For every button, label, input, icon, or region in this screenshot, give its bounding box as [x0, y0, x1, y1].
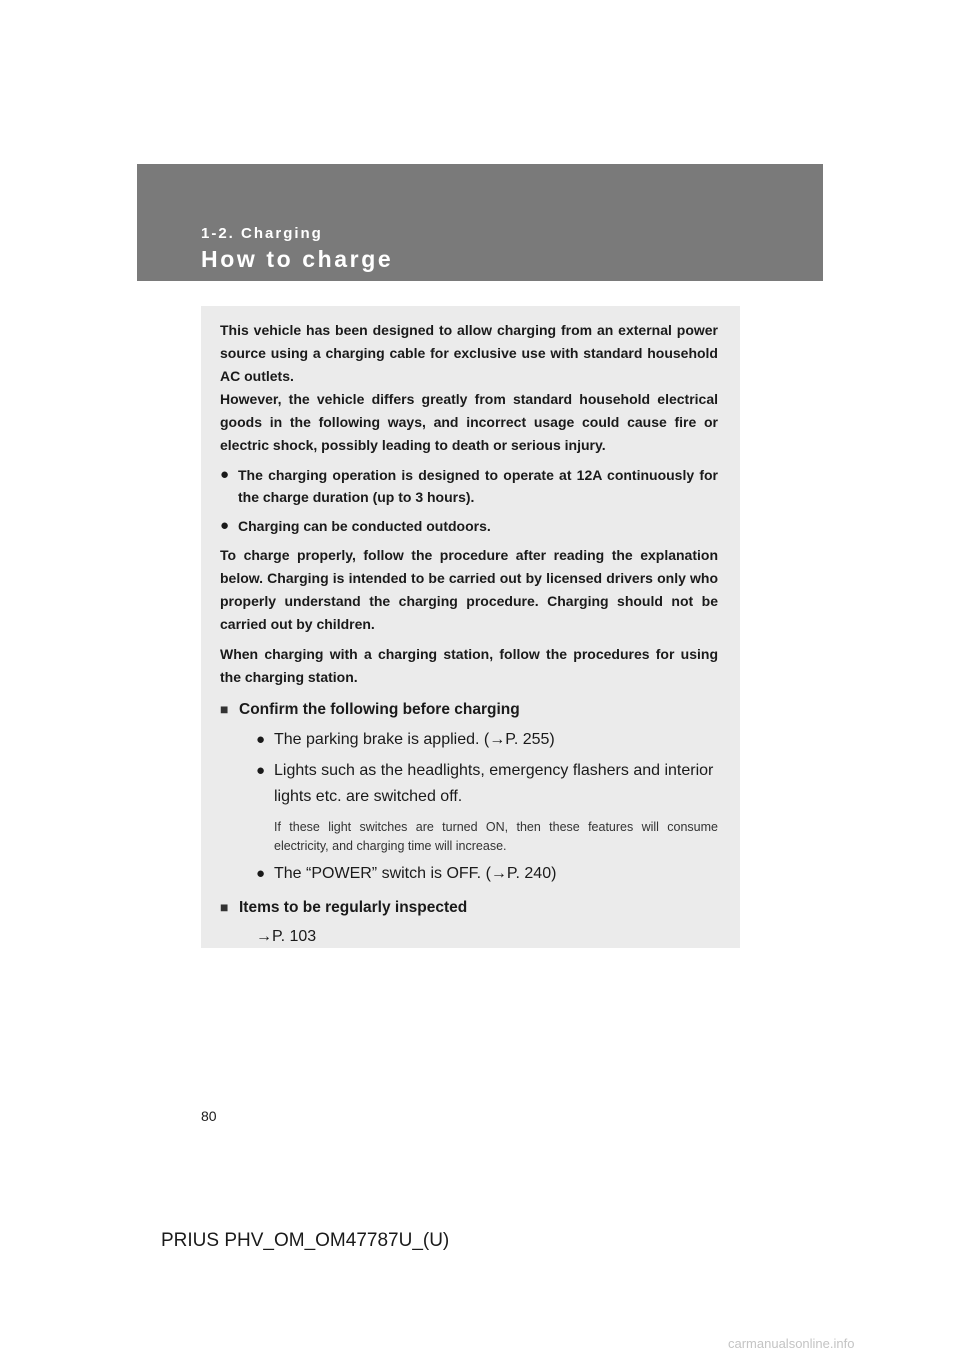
list-item	[256, 727, 718, 753]
chapter-header-band	[137, 164, 823, 281]
bullet-icon: ●	[256, 731, 266, 748]
list-item-text: Charging can be conducted outdoors.	[238, 518, 491, 534]
list-item	[256, 861, 718, 887]
document-code: PRIUS PHV_OM_OM47787U_(U)	[161, 1230, 450, 1251]
note-text: If these light switches are turned ON, then these features will consume electricity, and charging time will increase.	[274, 820, 718, 853]
intro-paragraph: This vehicle has been designed to allow charging from an external power source using a charging cable for exclusive use with standard household AC outlets.	[220, 322, 718, 384]
intro-paragraph: To charge properly, follow the procedure after reading the explanation below. Charging is intended to be carried out by licensed drivers only who properly understand the charging procedure. Charging should not be carried out by children.	[220, 547, 718, 632]
list-item-text: Lights such as the headlights, emergency flashers and interior lights etc. are switched off.	[274, 762, 714, 805]
page-reference: →P. 103	[256, 928, 317, 945]
list-item	[220, 464, 718, 508]
list-item	[256, 758, 718, 810]
subsection-heading	[220, 697, 718, 722]
subsection-title: Items to be regularly inspected	[239, 899, 468, 916]
list-item-text: The charging operation is designed to operate at 12A continuously for the charge duration (up to 3 hours).	[238, 467, 718, 505]
square-icon: ■	[220, 899, 229, 915]
subsection-heading	[220, 895, 718, 920]
list-item	[220, 515, 718, 537]
section-label: 1-2. Charging	[201, 225, 323, 242]
bullet-icon: ●	[220, 466, 230, 483]
bullet-icon: ●	[256, 762, 266, 779]
bullet-icon: ●	[256, 865, 266, 882]
subsection-title: Confirm the following before charging	[239, 701, 520, 718]
bullet-icon: ●	[220, 517, 230, 534]
intro-paragraph: When charging with a charging station, follow the procedures for using the charging station.	[220, 646, 718, 685]
charging-info-box	[201, 306, 740, 948]
page-number: 80	[201, 1108, 217, 1124]
intro-text	[220, 319, 718, 689]
watermark: carmanualsonline.info	[728, 1336, 855, 1351]
square-icon: ■	[220, 701, 229, 717]
page-title: How to charge	[201, 246, 394, 272]
list-item-text: The “POWER” switch is OFF. (→P. 240)	[274, 865, 557, 882]
intro-paragraph: However, the vehicle differs greatly from standard household electrical goods in the following ways, and incorrect usage could cause fire or electric shock, possibly leading to death or serious injury.	[220, 391, 718, 453]
list-item-text: The parking brake is applied. (→P. 255)	[274, 731, 555, 748]
